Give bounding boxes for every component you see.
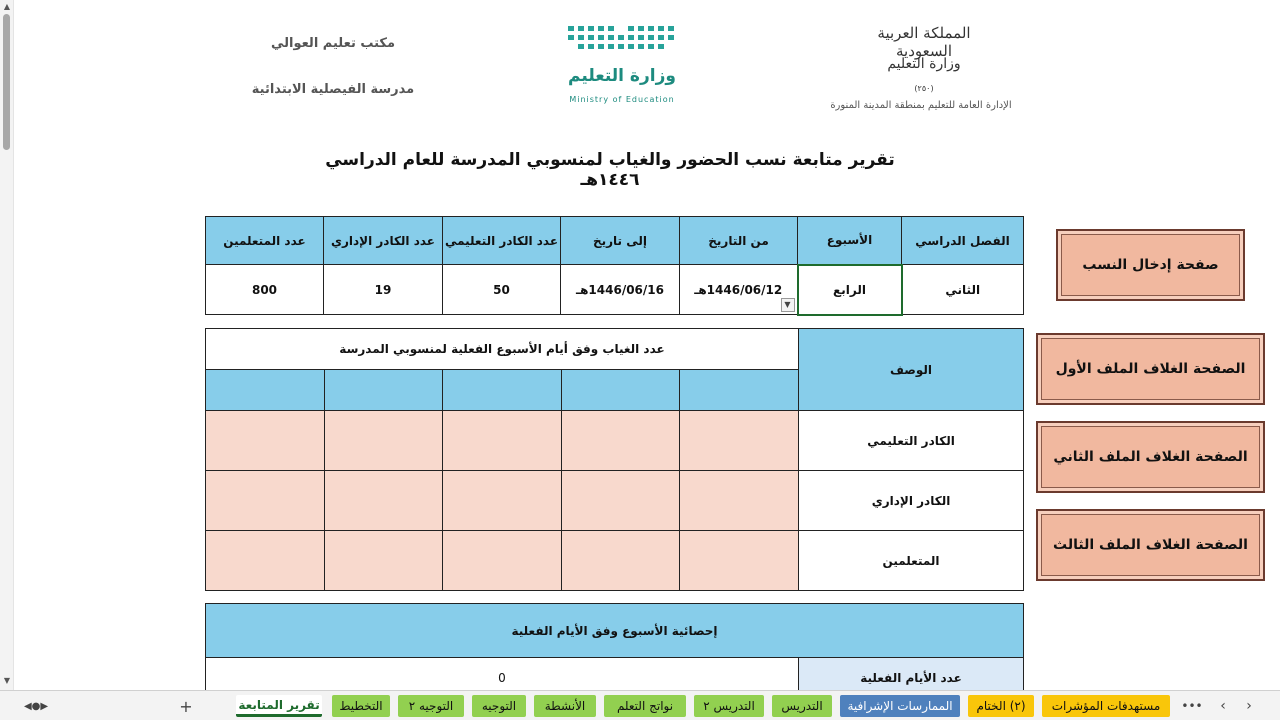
- office-name: مكتب تعليم العوالي: [270, 36, 396, 51]
- row-label-students: المتعلمين: [799, 531, 1024, 591]
- cover-file3-button[interactable]: الصفحة الغلاف الملف الثالث: [1036, 509, 1265, 581]
- directorate-name: الإدارة العامة للتعليم بمنطقة المدينة المنورة: [830, 100, 1012, 111]
- ministry-name-ar: وزارة التعليم: [568, 66, 676, 86]
- ministry-name-en: Ministry of Education: [569, 95, 675, 104]
- stats-header: إحصائية الأسبوع وفق الأيام الفعلية: [206, 604, 1024, 658]
- absence-cell[interactable]: [206, 411, 325, 471]
- absence-cell[interactable]: [562, 411, 680, 471]
- absence-cell[interactable]: [443, 411, 562, 471]
- day-header-cell: [680, 370, 799, 411]
- info-table: [205, 216, 1024, 316]
- dropdown-arrow-icon[interactable]: ▼: [781, 298, 795, 312]
- tab-supervision[interactable]: الممارسات الإشرافية: [840, 695, 960, 717]
- absence-cell[interactable]: [562, 531, 680, 591]
- absence-cell[interactable]: [206, 531, 325, 591]
- tab-planning[interactable]: التخطيط: [332, 695, 390, 717]
- ministry-calligraphy: وزارة التعليم: [887, 56, 961, 72]
- row-label-teaching-staff: الكادر التعليمي: [799, 411, 1024, 471]
- absence-cell[interactable]: [443, 531, 562, 591]
- cover-file2-button[interactable]: الصفحة الغلاف الملف الثاني: [1036, 421, 1265, 493]
- absence-cell[interactable]: [443, 471, 562, 531]
- entry-page-button[interactable]: صفحة إدخال النسب: [1056, 229, 1245, 301]
- add-sheet-icon[interactable]: +: [179, 696, 193, 716]
- day-header-cell: [206, 370, 325, 411]
- description-header: الوصف: [799, 329, 1024, 411]
- absence-cell[interactable]: [325, 471, 443, 531]
- day-header-cell: [443, 370, 562, 411]
- chevron-right-icon[interactable]: ›: [1246, 698, 1252, 714]
- cover-file1-button[interactable]: الصفحة الغلاف الملف الأول: [1036, 333, 1265, 405]
- header-week: الأسبوع: [798, 217, 902, 265]
- tab-closing[interactable]: (٢) الختام: [968, 695, 1034, 717]
- kingdom-name: المملكة العربية السعودية: [877, 24, 971, 60]
- scroll-up-icon[interactable]: ▲: [3, 2, 11, 11]
- absence-cell[interactable]: [680, 471, 799, 531]
- absence-cell[interactable]: [562, 471, 680, 531]
- absence-cell[interactable]: [680, 531, 799, 591]
- header-semester: الفصل الدراسي: [902, 217, 1024, 265]
- row-label-admin-staff: الكادر الإداري: [799, 471, 1024, 531]
- actual-days-label: عدد الأيام الفعلية: [799, 658, 1024, 698]
- tab-followup-report[interactable]: تقرير المتابعة: [236, 695, 322, 717]
- day-header-cell: [325, 370, 443, 411]
- to-date-cell[interactable]: 1446/06/16هـ: [561, 265, 680, 315]
- tab-teaching[interactable]: التدريس: [772, 695, 832, 717]
- admin-count-cell[interactable]: 19: [324, 265, 443, 315]
- scroll-thumb[interactable]: [3, 14, 10, 150]
- tab-guidance-2[interactable]: التوجيه ٢: [398, 695, 464, 717]
- tab-guidance[interactable]: التوجيه: [472, 695, 526, 717]
- semester-cell[interactable]: الثاني: [902, 265, 1024, 315]
- absence-cell[interactable]: [325, 531, 443, 591]
- ministry-logo-icon: [562, 24, 682, 54]
- absence-cell[interactable]: [680, 411, 799, 471]
- directorate-code: (٢٥٠): [914, 84, 934, 93]
- absence-table: [205, 328, 1024, 591]
- absence-cell[interactable]: [206, 471, 325, 531]
- student-count-cell[interactable]: 800: [206, 265, 324, 315]
- absence-group-header: عدد الغياب وفق أيام الأسبوع الفعلية لمنسوبي المدرسة: [206, 329, 799, 370]
- from-date-cell[interactable]: [680, 265, 798, 315]
- teaching-count-cell[interactable]: 50: [443, 265, 561, 315]
- header-admin-count: عدد الكادر الإداري: [324, 217, 443, 265]
- header-teaching-count: عدد الكادر التعليمي: [443, 217, 561, 265]
- header-from-date: من التاريخ: [680, 217, 798, 265]
- day-header-cell: [562, 370, 680, 411]
- header-student-count: عدد المتعلمين: [206, 217, 324, 265]
- tab-teaching-2[interactable]: التدريس ٢: [694, 695, 764, 717]
- tab-learning-outcomes[interactable]: نواتج التعلم: [604, 695, 686, 717]
- chevron-left-icon[interactable]: ‹: [1220, 698, 1226, 714]
- more-tabs-icon[interactable]: •••: [1181, 699, 1203, 713]
- absence-cell[interactable]: [325, 411, 443, 471]
- stats-table: [205, 603, 1024, 698]
- tab-activities[interactable]: الأنشطة: [534, 695, 596, 717]
- report-title: تقرير متابعة نسب الحضور والغياب لمنسوبي المدرسة للعام الدراسي ١٤٤٦هـ: [325, 150, 895, 190]
- sheet-tab-bar: [0, 690, 1280, 720]
- actual-days-value[interactable]: 0: [206, 658, 799, 698]
- scroll-down-icon[interactable]: ▼: [3, 676, 11, 685]
- tab-scroll-icon[interactable]: ◀●▶: [23, 700, 49, 712]
- from-date-value: 1446/06/12هـ: [694, 282, 783, 297]
- week-cell-selected[interactable]: الرابع: [798, 265, 902, 315]
- school-name: مدرسة الفيصلية الابتدائية: [251, 82, 415, 97]
- tab-indicators[interactable]: مستهدفات المؤشرات: [1042, 695, 1170, 717]
- header-to-date: إلى تاريخ: [561, 217, 680, 265]
- vertical-scrollbar[interactable]: [0, 0, 14, 690]
